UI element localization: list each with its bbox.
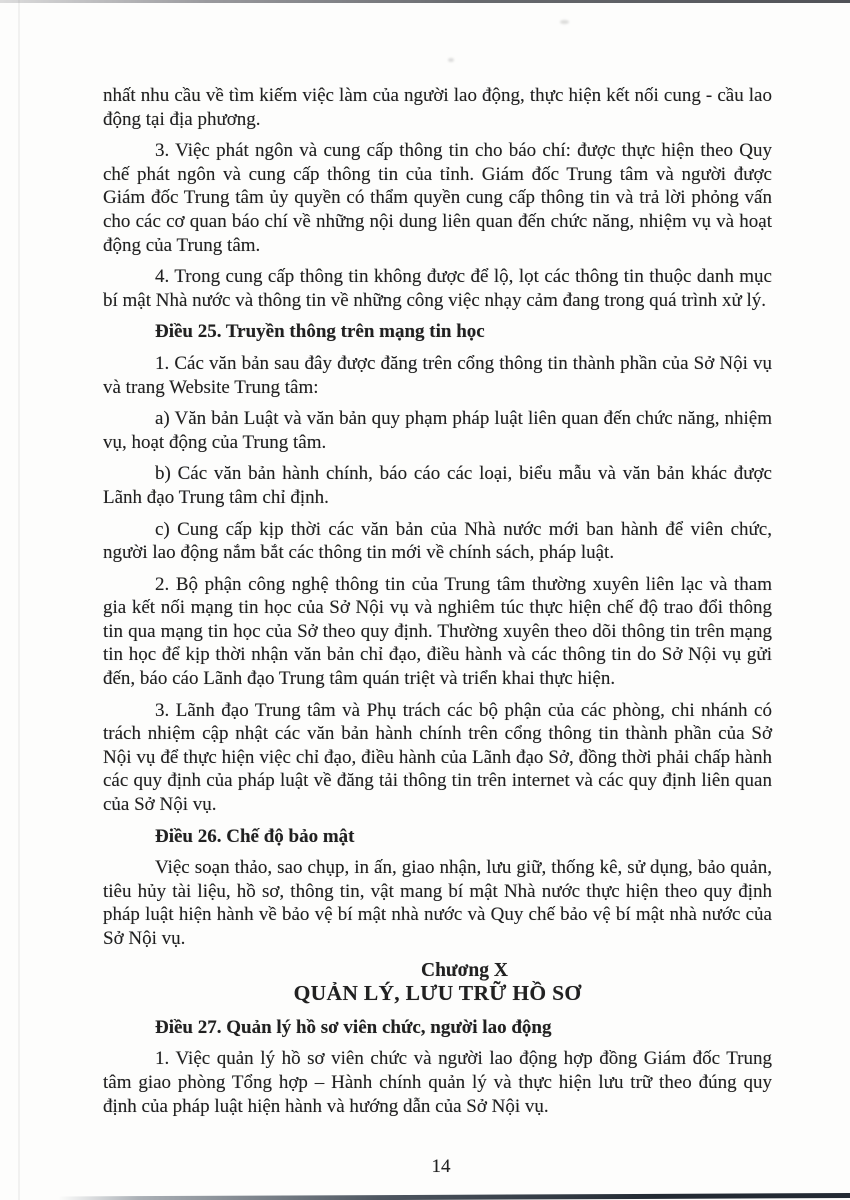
article-26-heading: Điều 26. Chế độ bảo mật xyxy=(155,825,355,847)
chapter-10-title: QUẢN LÝ, LƯU TRỮ HỒ SƠ xyxy=(293,981,582,1006)
paragraph-item-4: 4. Trong cung cấp thông tin không được để lộ, lọt các thông tin thuộc danh mục bí mật Nhà nước và thông tin về những công việc nhạy cảm đang trong quá trình xử lý. xyxy=(103,266,772,311)
paragraph-article25-item-2: 2. Bộ phận công nghệ thông tin của Trung tâm thường xuyên liên lạc và tham gia kết nối mạng tin học của Sở Nội vụ và nghiêm túc thực hiện chế độ trao đổi thông tin qua mạng tin học của Sở theo quy định. Thường xuyên theo dõi thông tin trên mạng tin học để kịp thời nhận văn bản chỉ đạo, điều hành và các thông tin do Sở Nội vụ gửi đến, báo cáo Lãnh đạo Trung tâm quán triệt và triển khai thực hiện. xyxy=(103,573,772,690)
chapter-10-label: Chương X xyxy=(421,959,508,981)
scan-left-fold-line xyxy=(18,0,20,1200)
scan-bottom-edge-shadow xyxy=(58,1193,850,1200)
scan-speck xyxy=(560,20,569,24)
document-text-block xyxy=(103,84,772,1126)
paragraph-article26-body: Việc soạn thảo, sao chụp, in ấn, giao nhận, lưu giữ, thống kê, sử dụng, bảo quản, tiêu hủy tài liệu, hồ sơ, thông tin, vật mang bí mật Nhà nước thực hiện theo quy định pháp luật hiện hành về bảo vệ bí mật nhà nước và Quy chế bảo vệ bí mật nhà nước của Sở Nội vụ. xyxy=(103,857,772,949)
paragraph-article25-item-b: b) Các văn bản hành chính, báo cáo các loại, biểu mẫu và văn bản khác được Lãnh đạo Trung tâm chỉ định. xyxy=(103,463,772,508)
article-25-heading: Điều 25. Truyền thông trên mạng tin học xyxy=(155,321,485,343)
page-number: 14 xyxy=(431,1156,451,1177)
article-27-heading: Điều 27. Quản lý hồ sơ viên chức, người lao động xyxy=(155,1016,552,1038)
paragraph-article25-item-c: c) Cung cấp kịp thời các văn bản của Nhà nước mới ban hành để viên chức, người lao động nắm bắt các thông tin mới về chính sách, pháp luật. xyxy=(103,518,772,564)
paragraph-continuation: nhất nhu cầu về tìm kiếm việc làm của người lao động, thực hiện kết nối cung - cầu lao động tại địa phương. xyxy=(103,85,772,130)
paragraph-article25-item-a: a) Văn bản Luật và văn bản quy phạm pháp luật liên quan đến chức năng, nhiệm vụ, hoạt động của Trung tâm. xyxy=(103,408,772,453)
scan-top-edge-shadow xyxy=(0,0,850,3)
scan-speck xyxy=(448,58,454,62)
paragraph-article25-item-1: 1. Các văn bản sau đây được đăng trên cổng thông tin thành phần của Sở Nội vụ và trang Website Trung tâm: xyxy=(103,352,772,398)
paragraph-article27-item-1: 1. Việc quản lý hồ sơ viên chức và người lao động hợp đồng Giám đốc Trung tâm giao phòng Tổng hợp – Hành chính quản lý và thực hiện lưu trữ theo đúng quy định của pháp luật hiện hành và hướng dẫn của Sở Nội vụ. xyxy=(103,1048,772,1117)
paragraph-item-3: 3. Việc phát ngôn và cung cấp thông tin cho báo chí: được thực hiện theo Quy chế phát ngôn và cung cấp thông tin của tỉnh. Giám đốc Trung tâm và người được Giám đốc Trung tâm ủy quyền có thẩm quyền cung cấp thông tin và trả lời phỏng vấn cho các cơ quan báo chí về những nội dung liên quan đến chức năng, nhiệm vụ và hoạt động của Trung tâm. xyxy=(103,140,772,256)
paragraph-article25-item-3: 3. Lãnh đạo Trung tâm và Phụ trách các bộ phận của các phòng, chi nhánh có trách nhiệm cập nhật các văn bản hành chính trên cổng thông tin thành phần của Sở Nội vụ để thực hiện việc chỉ đạo, điều hành của Lãnh đạo Sở, đồng thời phải chấp hành các quy định của pháp luật về đăng tải thông tin trên internet và các quy định liên quan của Sở Nội vụ. xyxy=(103,699,772,816)
